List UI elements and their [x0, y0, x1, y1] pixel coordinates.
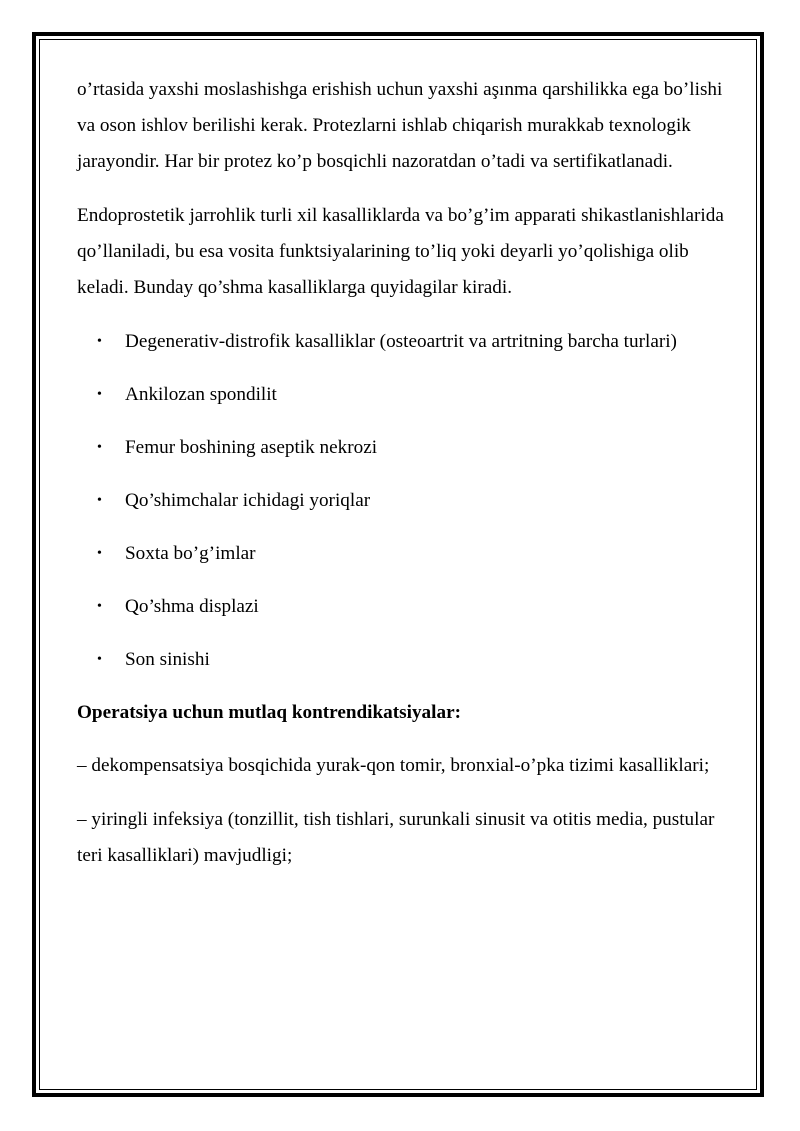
bullet-list: [77, 324, 727, 678]
section-heading: Operatsiya uchun mutlaq kontrendikatsiyalar:: [77, 702, 461, 723]
list-item: [77, 483, 727, 519]
bullet-icon: •: [97, 493, 102, 508]
list-item: [77, 324, 727, 360]
bullet-icon: •: [97, 652, 102, 667]
list-item-text: Femur boshining aseptik nekrozi: [125, 437, 378, 458]
list-item-text: Son sinishi: [125, 649, 210, 670]
list-item: [77, 377, 727, 413]
list-item: [77, 430, 727, 466]
bullet-icon: •: [97, 387, 102, 402]
document-body: [77, 72, 727, 892]
bullet-icon: •: [97, 599, 102, 614]
paragraph: o’rtasida yaxshi moslashishga erishish uchun yaxshi aşınma qarshilikka ega bo’lishi va oson ishlov berilishi kerak. Protezlarni ishlab chiqarish murakkab texnologik jarayondir. Har bir protez ko’p bosqichli nazoratdan o’tadi va sertifikatlanadi.: [77, 79, 723, 172]
list-item-text: Qo’shimchalar ichidagi yoriqlar: [125, 490, 371, 511]
bullet-icon: •: [97, 440, 102, 455]
paragraph: – dekompensatsiya bosqichida yurak-qon tomir, bronxial-o’pka tizimi kasalliklari;: [77, 755, 710, 776]
list-item: [77, 642, 727, 678]
paragraph: Endoprostetik jarrohlik turli xil kasalliklarda va bo’g’im apparati shikastlanishlarida qo’llaniladi, bu esa vosita funktsiyalarining to’liq yoki deyarli yo’qolishiga olib keladi. Bunday qo’shma kasalliklarga quyidagilar kiradi.: [77, 205, 724, 298]
paragraph: – yiringli infeksiya (tonzillit, tish tishlari, surunkali sinusit va otitis media, pustular teri kasalliklari) mavjudligi;: [77, 809, 715, 866]
list-item-text: Degenerativ-distrofik kasalliklar (osteoartrit va artritning barcha turlari): [125, 331, 677, 352]
list-item: [77, 536, 727, 572]
bullet-icon: •: [97, 546, 102, 561]
list-item: [77, 589, 727, 625]
list-item-text: Soxta bo’g’imlar: [125, 543, 256, 564]
bullet-icon: •: [97, 334, 102, 349]
list-item-text: Ankilozan spondilit: [125, 384, 277, 405]
list-item-text: Qo’shma displazi: [125, 596, 259, 617]
